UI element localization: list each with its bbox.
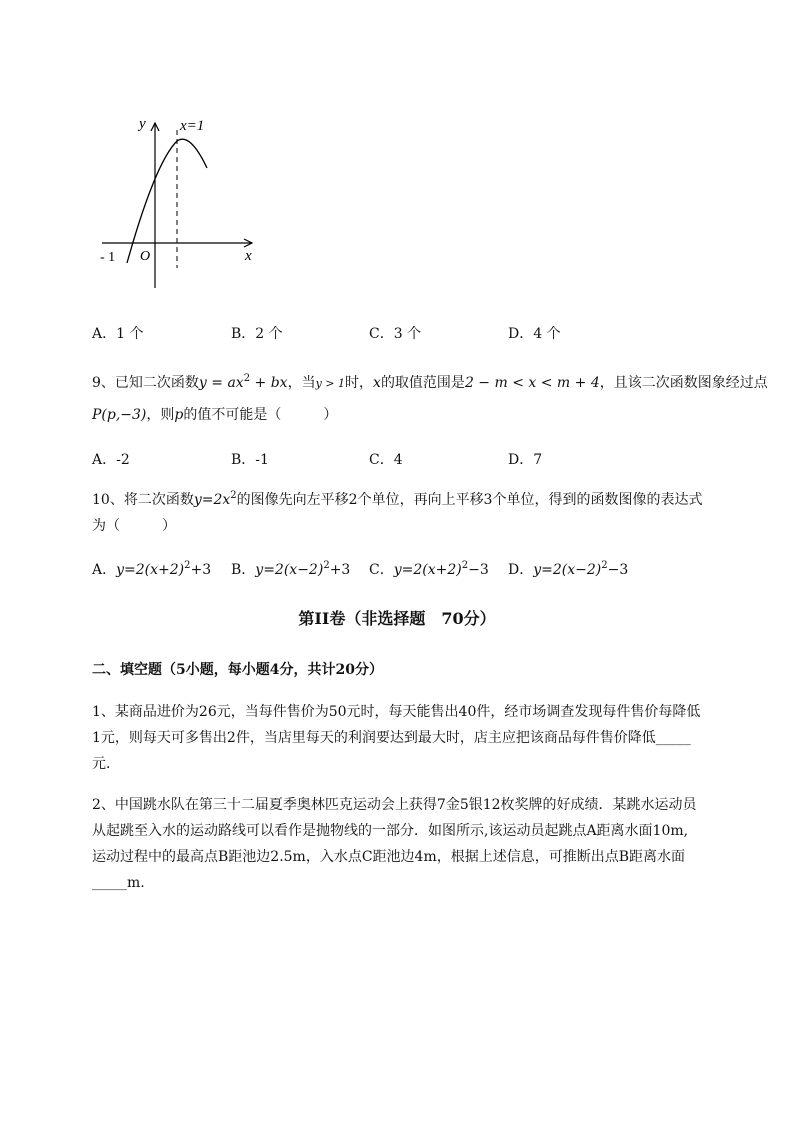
fill2-line-1: 2、中国跳水队在第三十二届夏季奥林匹克运动会上获得7金5银12枚奖牌的好成绩．某跳水运动员 [92, 797, 697, 813]
q9-option-d: D．7 [508, 452, 543, 468]
neg-one-label: - 1 [100, 250, 116, 265]
q10-option-d: D．$y=2(x-2)^2-3$ [508, 560, 629, 578]
fill1-line-3: 元． [92, 756, 120, 772]
parabola-curve [127, 139, 207, 263]
q9-line-1: 9、已知二次函数$y = ax^2$ + bx，当y > 1时，x的取值范围是2 − m < x < m + 4，且该二次函数图象经过点 [92, 373, 768, 391]
q9-option-c: C．4 [369, 452, 403, 468]
q9-option-b: B．-1 [231, 452, 269, 468]
q9-option-a: A．-2 [92, 452, 130, 468]
parabola-graph [92, 108, 272, 298]
x-axis-label: x [245, 248, 252, 264]
fill1-line-2: 1元，则每天可多售出2件，当店里每天的利润要达到最大时，店主应把该商品每件售价降低_____ [92, 730, 691, 746]
q8-option-b: B．2 个 [231, 326, 283, 342]
fill1-line-1: 1、某商品进价为26元，当每件售价为50元时，每天能售出40件，经市场调查发现每件售价每降低 [92, 704, 701, 720]
origin-label: O [140, 249, 151, 264]
q10-line-2: 为（ ） [92, 518, 176, 534]
q8-option-a: A．1 个 [92, 326, 144, 342]
part2-title: 第II卷（非选择题 70分） [298, 609, 496, 628]
vline-label: x=1 [180, 118, 205, 134]
q10-option-a: A．$y=2(x+2)^2+3$ [92, 560, 212, 578]
section2-heading: 二、填空题（5小题，每小题4分，共计20分） [92, 662, 383, 678]
q8-option-c: C．3 个 [369, 326, 422, 342]
q8-option-d: D．4 个 [508, 326, 561, 342]
q10-line-1: 10、将二次函数$y=2x^2$的图像先向左平移2个单位，再向上平移3个单位，得到的函数图像的表达式 [92, 490, 703, 508]
q9-line-2: P(p,−3)，则p的值不可能是（ ） [92, 407, 338, 423]
q10-option-c: C．$y=2(x+2)^2-3$ [369, 560, 489, 578]
fill2-line-4: _____m. [92, 875, 145, 891]
y-axis-label: y [139, 116, 146, 132]
q10-option-b: B．$y=2(x-2)^2+3$ [231, 560, 351, 578]
fill2-line-2: 从起跳至入水的运动路线可以看作是抛物线的一部分．如图所示,该运动员起跳点A距离水面10m, [92, 823, 689, 839]
fill2-line-3: 运动过程中的最高点B距池边2.5m，入水点C距池边4m，根据上述信息，可推断出点B距离水面 [92, 849, 686, 865]
